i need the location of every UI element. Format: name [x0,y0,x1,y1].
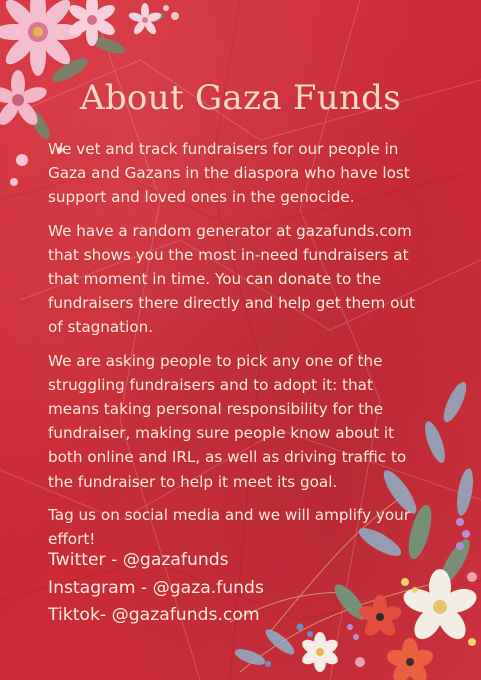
instagram-handle: Instagram - @gaza.funds [48,577,264,598]
flower-icon [357,595,403,639]
flower-icon [385,638,436,680]
flower-icon [300,632,341,672]
page-title: About Gaza Funds [80,78,401,118]
tiktok-handle: Tiktok- @gazafunds.com [48,605,260,625]
paragraph-generator: We have a random generator at gazafunds.com that shows you the most in-need fundraisers at that moment in time. You can donate to the fundraisers there directly and help get them out of stagnation. [48,221,415,337]
social-handles [48,547,264,630]
body-text [48,137,428,560]
paragraph-adopt: We are asking people to pick any one of the struggling fundraisers and to adopt it: that means taking personal responsibility for the fundraiser, making sure people know about it both online and IRL, as well as driving traffic to the fundraiser to help it meet its goal. [48,351,407,491]
paragraph-tag-us: Tag us on social media and we will amplify your effort! [48,505,411,549]
paragraph-mission: We vet and track fundraisers for our people in Gaza and Gazans in the diaspora who have lost support and loved ones in the genocide. [48,140,410,207]
flower-icon [66,0,117,46]
flower-icon [400,569,479,644]
twitter-handle: Twitter - @gazafunds [48,550,229,570]
flower-icon [128,3,163,36]
